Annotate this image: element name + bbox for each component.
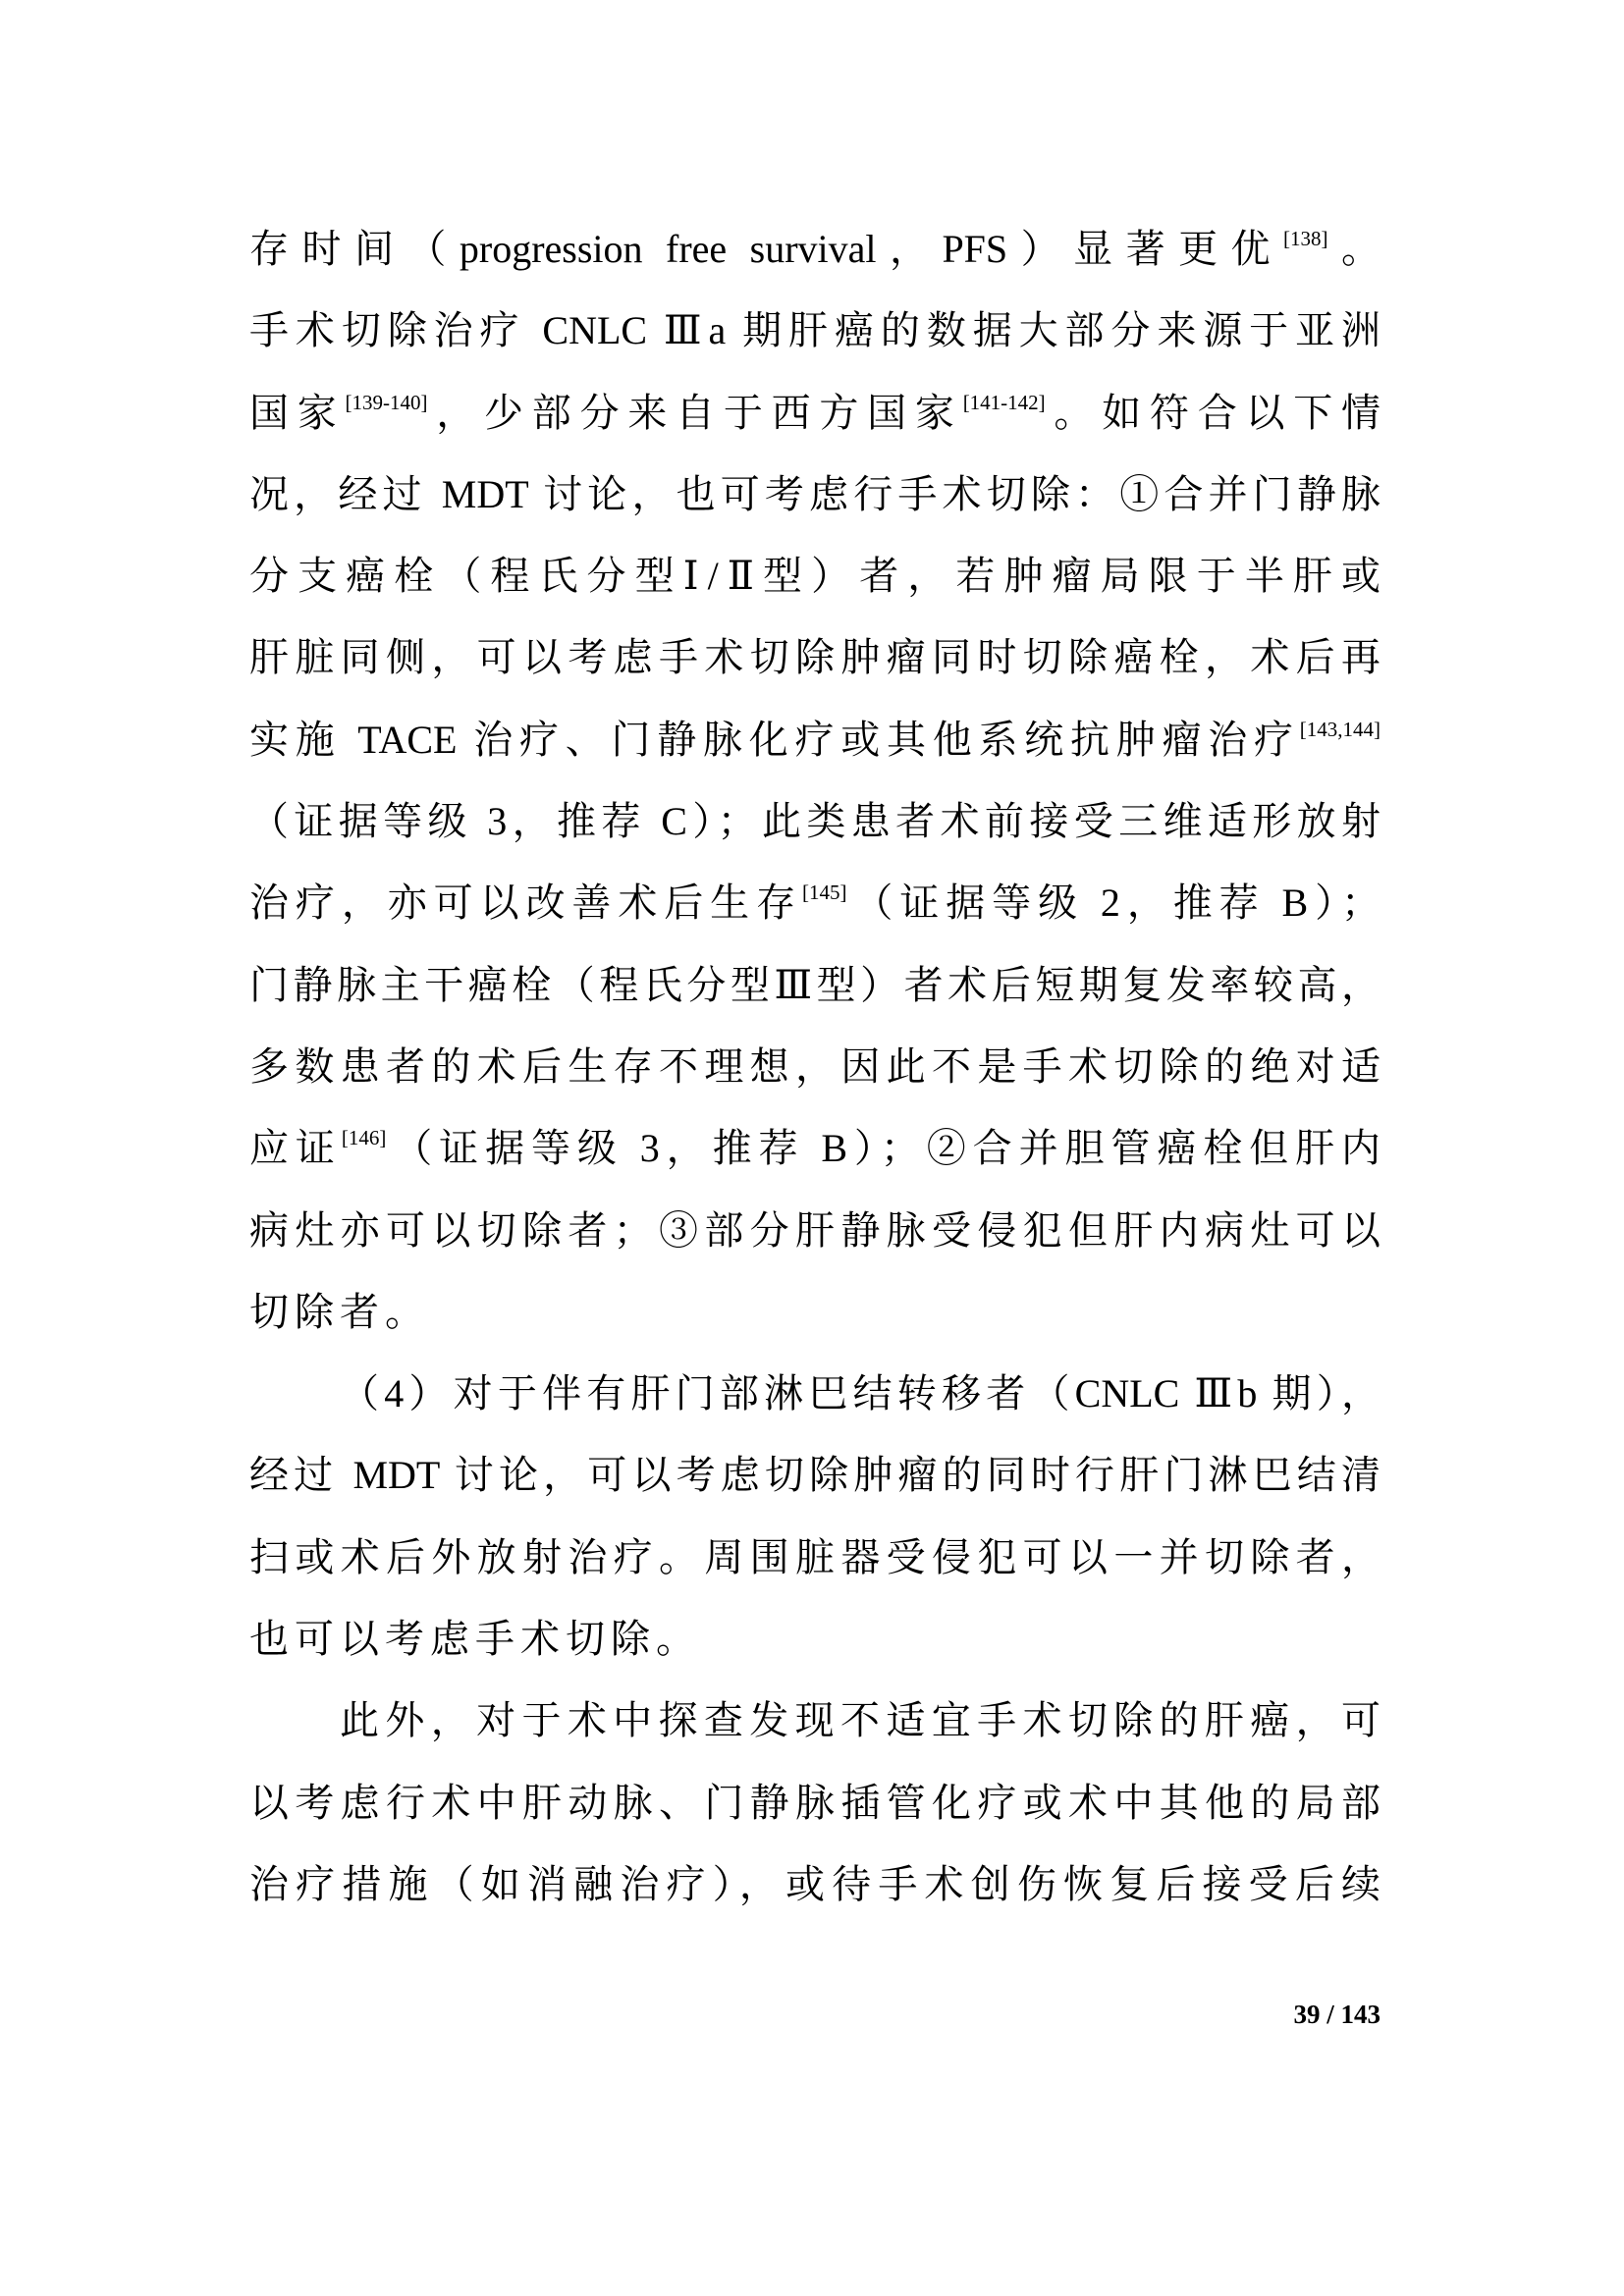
text-line [249,944,1380,1026]
text-segment: 病灶亦可以切除者；③部分肝静脉受侵犯但肝内病灶可以 [249,1207,1380,1253]
text-line [249,290,1380,371]
paragraph [249,1353,1380,1680]
text-segment: 此外，对于术中探查发现不适宜手术切除的肝癌，可 [340,1698,1380,1743]
text-line [249,372,1380,454]
text-segment: ，少部分来自于西方国家 [427,390,963,435]
text-line [249,535,1380,616]
citation-superscript: [138] [1283,227,1328,250]
text-segment: 分支癌栓（程氏分型Ⅰ/Ⅱ型）者，若肿瘤局限于半肝或 [249,554,1380,599]
text-segment: 门静脉主干癌栓（程氏分型Ⅲ型）者术后短期复发率较高， [249,962,1380,1007]
paragraph [249,208,1380,1353]
text-segment: 应证 [249,1126,342,1171]
text-segment: 以考虑行术中肝动脉、门静脉插管化疗或术中其他的局部 [249,1780,1380,1825]
paragraph [249,1680,1380,1925]
text-line [249,1598,1380,1680]
text-segment: 也可以考虑手术切除。 [249,1617,701,1662]
text-line [249,1517,1380,1598]
text-line [249,454,1380,535]
text-segment: 存时间（progression free survival，PFS）显著更优 [249,227,1284,271]
text-line [249,1107,1380,1189]
text-segment: 治疗，亦可以改善术后生存 [249,881,802,926]
text-segment: （证据等级 3，推荐 C）；此类患者术前接受三维适形放射 [249,799,1380,844]
citation-superscript: [145] [802,881,847,905]
text-segment: （4）对于伴有肝门部淋巴结转移者（CNLC Ⅲb 期）， [340,1371,1380,1416]
text-segment: 手术切除治疗 CNLC Ⅲa 期肝癌的数据大部分来源于亚洲 [249,308,1380,353]
text-segment: （证据等级 3，推荐 B）；②合并胆管癌栓但肝内 [386,1126,1381,1171]
text-line [249,1434,1380,1516]
text-line [249,208,1380,290]
text-line [249,862,1380,943]
citation-superscript: [139-140] [345,390,428,414]
body-text [249,208,1380,1925]
text-line [249,1680,1380,1761]
text-line [249,780,1380,862]
citation-superscript: [143,144] [1299,717,1380,741]
text-segment: （证据等级 2，推荐 B）； [846,881,1381,926]
text-segment: 肝脏同侧，可以考虑手术切除肿瘤同时切除癌栓，术后再 [249,635,1380,680]
text-line [249,1353,1380,1434]
text-segment: 切除者。 [249,1289,430,1334]
text-segment: 况，经过 MDT 讨论，也可考虑行手术切除：①合并门静脉 [249,471,1380,516]
text-segment: 实施 TACE 治疗、门静脉化疗或其他系统抗肿瘤治疗 [249,717,1300,762]
text-line [249,1190,1380,1271]
citation-superscript: [141-142] [962,390,1046,414]
text-segment: 多数患者的术后生存不理想，因此不是手术切除的绝对适 [249,1043,1380,1089]
text-line [249,1271,1380,1353]
text-segment: 治疗措施（如消融治疗），或待手术创伤恢复后接受后续 [249,1861,1380,1906]
text-segment: 扫或术后外放射治疗。周围脏器受侵犯可以一并切除者， [249,1534,1380,1579]
text-segment: 经过 MDT 讨论，可以考虑切除肿瘤的同时行肝门淋巴结清 [249,1453,1380,1498]
text-line [249,1762,1380,1843]
page-number: 39 / 143 [1293,2000,1380,2029]
citation-superscript: [146] [341,1126,387,1150]
text-line [249,699,1380,780]
text-line [249,1843,1380,1925]
text-segment: 。 [1327,227,1380,271]
text-segment: 。如符合以下情 [1045,390,1381,435]
text-line [249,1026,1380,1107]
text-segment: 国家 [249,390,346,435]
text-line [249,616,1380,698]
